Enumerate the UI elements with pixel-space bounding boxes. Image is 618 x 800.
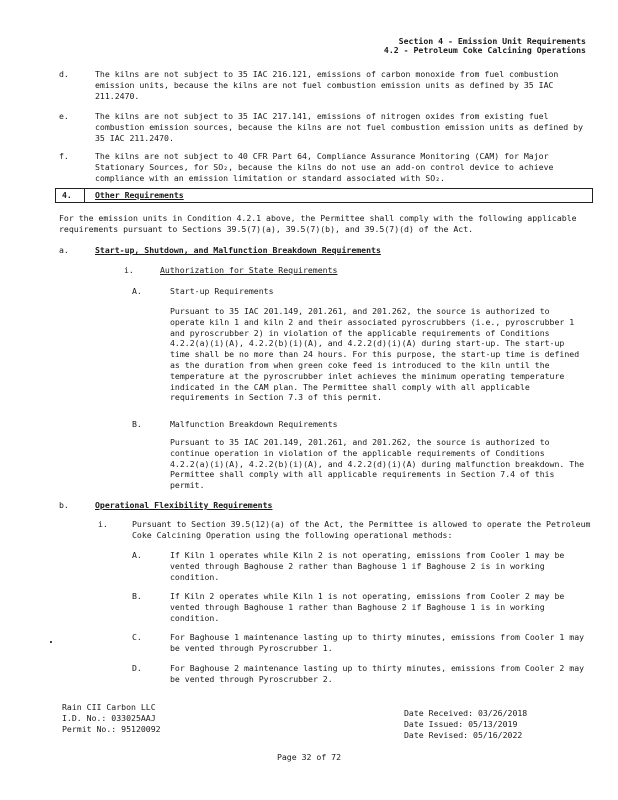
part-b-title: Operational Flexibility Requirements xyxy=(95,500,273,510)
item-label-f: f. xyxy=(59,151,69,161)
part-b-C-label: C. xyxy=(132,632,142,642)
part-a-A-text: Pursuant to 35 IAC 201.149, 201.261, and 201.262, the source is authorized to operate kiln 1 and kiln 2 and their associated pyroscrubbers (i.e., pyroscrubber 1 and pyroscrubber 2) in violation of the applicable requirements of Conditions 4.2.2(a)(i)(A), 4.2.2(b)(i)(A), and 4.2.2(d)(i)(A) during start-up. The start-up time shall be no more than 24 hours. For this purpose, the start-up time is defined as the duration from when green coke feed is introduced to the kiln until the temperature at the pyroscrubber inlet achieves the minimum operating temperature indicated in the CAM plan. The Permittee shall comply with all applicable requirements in Section 7.3 of this permit. xyxy=(170,306,580,403)
footer-issued: Date Issued: 05/13/2019 xyxy=(404,718,518,729)
footer-revised: Date Revised: 05/16/2022 xyxy=(404,729,523,740)
item-label-d: d. xyxy=(59,69,69,79)
footer-received: Date Received: 03/26/2018 xyxy=(404,708,528,718)
margin-mark xyxy=(50,641,52,643)
section-title: Other Requirements xyxy=(95,190,184,200)
part-b-A-label: A. xyxy=(132,550,142,560)
part-a-B-title: Malfunction Breakdown Requirements xyxy=(170,419,338,429)
item-label-e: e. xyxy=(59,111,69,121)
part-b-A-text: If Kiln 1 operates while Kiln 2 is not operating, emissions from Cooler 1 may be vented through Baghouse 2 rather than Baghouse 1 if Baghouse 2 is in working condition. xyxy=(170,550,565,582)
item-text-f: The kilns are not subject to 40 CFR Part 64, Compliance Assurance Monitoring (CAM) for Major Stationary Sources, for SO₂, because the kilns do not use an add-on control device to achieve compliance with an emission limitation or standard associated with SO₂. xyxy=(95,151,554,183)
part-b-B-text: If Kiln 2 operates while Kiln 1 is not operating, emissions from Cooler 2 may be vented through Baghouse 1 rather than Baghouse 2 if Baghouse 1 is in working condition. xyxy=(170,591,565,623)
footer-left xyxy=(62,702,161,734)
subsection-header: 4.2 - Petroleum Coke Calcining Operations xyxy=(383,45,586,55)
page-number: Page 32 of 72 xyxy=(276,752,342,762)
part-b-B-label: B. xyxy=(132,591,142,601)
part-a-B-label: B. xyxy=(132,419,142,429)
footer-id: I.D. No.: 033025AAJ xyxy=(62,712,156,723)
part-a-i-label: i. xyxy=(124,265,134,275)
part-a-A-label: A. xyxy=(132,286,142,296)
part-a-label: a. xyxy=(59,245,69,255)
part-b-label: b. xyxy=(59,500,69,510)
part-a-i-title: Authorization for State Requirements xyxy=(160,265,338,275)
part-b-i-text: Pursuant to Section 39.5(12)(a) of the Act, the Permittee is allowed to operate the Petroleum Coke Calcining Operation using the following operational methods: xyxy=(132,519,591,540)
footer-permit: Permit No.: 95120092 xyxy=(62,723,161,734)
part-a-title: Start-up, Shutdown, and Malfunction Breakdown Requirements xyxy=(95,245,381,255)
part-b-i-label: i. xyxy=(98,519,108,529)
section-header: Section 4 - Emission Unit Requirements xyxy=(398,36,586,46)
part-b-D-label: D. xyxy=(132,663,142,673)
part-b-C-text: For Baghouse 1 maintenance lasting up to thirty minutes, emissions from Cooler 1 may be vented through Pyroscrubber 1. xyxy=(170,632,585,653)
footer-company: Rain CII Carbon LLC xyxy=(62,702,156,712)
section-box-divider xyxy=(84,188,85,203)
footer-right xyxy=(404,708,527,740)
part-b-D-text: For Baghouse 2 maintenance lasting up to thirty minutes, emissions from Cooler 2 may be vented through Pyroscrubber 2. xyxy=(170,663,585,684)
part-a-B-text: Pursuant to 35 IAC 201.149, 201.261, and 201.262, the source is authorized to continue operation in violation of the applicable requirements of Conditions 4.2.2(a)(i)(A), 4.2.2(b)(i)(A), and 4.2.2(d)(i)(A) during malfunction breakdown. The Permittee shall comply with all applicable requirements in Section 7.4 of this permit. xyxy=(170,437,585,491)
item-text-d: The kilns are not subject to 35 IAC 216.121, emissions of carbon monoxide from fuel combustion emission units, because the kilns are not fuel combustion emission units as defined by 35 IAC 211.2470. xyxy=(95,69,559,101)
section-number: 4. xyxy=(62,190,72,200)
item-text-e: The kilns are not subject to 35 IAC 217.141, emissions of nitrogen oxides from existing fuel combustion emission sources, because the kilns are not fuel combustion emission units as defined by 35 IAC 211.2470. xyxy=(95,111,583,143)
section-intro: For the emission units in Condition 4.2.1 above, the Permittee shall comply with the following applicable requirements pursuant to Sections 39.5(7)(a), 39.5(7)(b), and 39.5(7)(d) of the Act. xyxy=(59,213,577,234)
part-a-A-title: Start-up Requirements xyxy=(170,286,274,296)
